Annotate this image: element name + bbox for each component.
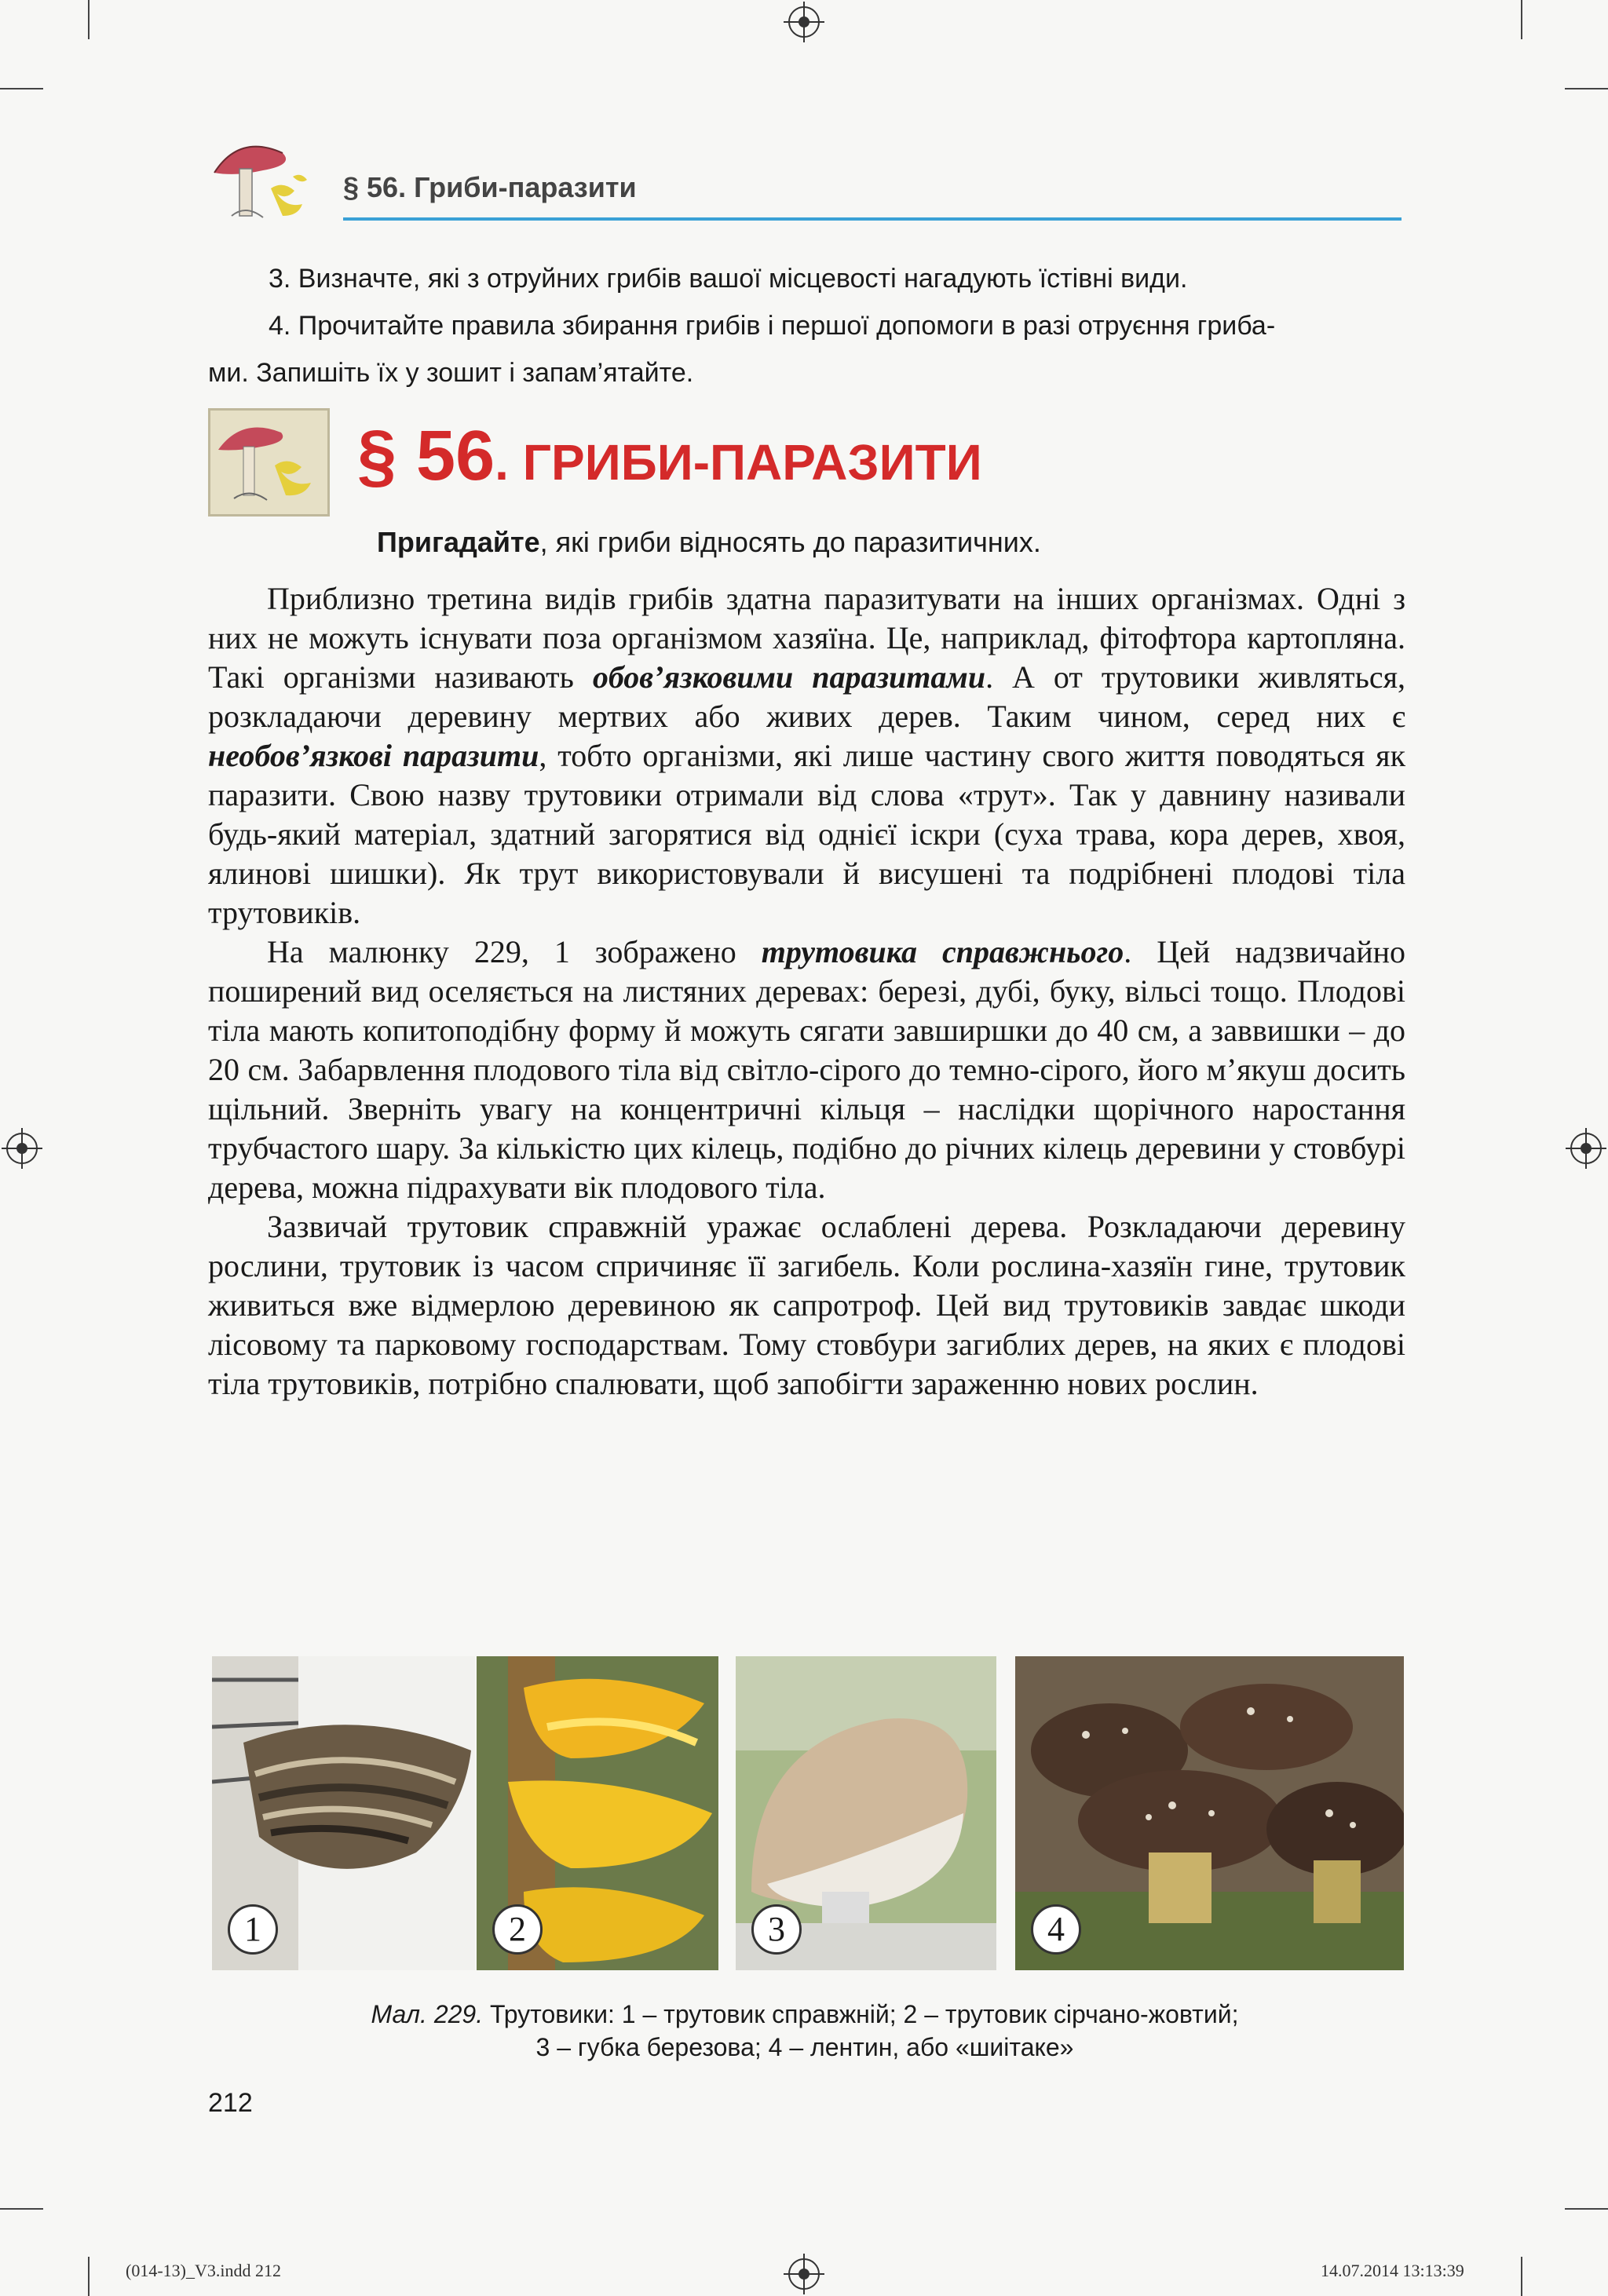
recall-rest: , які гриби відносять до паразитичних.	[539, 526, 1041, 558]
prior-task	[208, 255, 1402, 396]
task-4-continued: ми. Запишіть їх у зошит і запам’ятайте.	[208, 358, 694, 388]
slug-file: (014-13)_V3.indd 212	[126, 2261, 281, 2280]
task-4: 4. Прочитайте правила збирання грибів і першої допомоги в разі отруєння гриба-	[269, 311, 1276, 341]
text-run: Приблизно третина видів грибів здатна паразитувати на інших організмах. Одні з них не можуть існувати поза організмом хазяїна. Це, наприклад, фітофтора картопляна. Такі організми називають	[208, 581, 1405, 695]
running-head-rule	[343, 217, 1402, 221]
crop-mark	[0, 88, 43, 89]
crop-mark	[88, 0, 90, 39]
mushroom-icon	[208, 130, 326, 232]
term: трутовика справжнього	[761, 934, 1124, 969]
body-text	[208, 579, 1405, 1404]
crop-mark	[0, 2208, 43, 2210]
figure-label: 3	[751, 1904, 802, 1955]
mushroom-icon	[210, 411, 327, 514]
section-number: § 56	[357, 417, 495, 495]
paragraph: Зазвичай трутовик справжній уражає ослаблені дерева. Розкладаючи деревину рослини, трутовик із часом спричиняє її загибель. Коли рослина-хазяїн гине, трутовик живиться вже відмерлою деревиною як сапротроф. Цей вид трутовиків завдає шкоди лісовому та парковому господарствам. Тому стовбури загиблих дерев, на яких є плодові тіла трутовиків, потрібно спалювати, щоб запобігти зараженню нових рослин.	[208, 1209, 1405, 1401]
crop-mark	[1565, 2208, 1608, 2210]
caption-prefix: Мал. 229.	[371, 2000, 484, 2028]
text-run: . А от трутовики живляться, розкладаючи деревину мертвих або живих дерев. Таким чином, серед них є	[208, 659, 1405, 734]
section-title	[357, 416, 982, 497]
text-run: , тобто організми, які лише частину свого життя поводяться як паразити. Свою назву трутовики отримали від слова «трут». Так у давнину називали будь-який матеріал, здатний загорятися від однієї іскри (суха трава, кора дерев, хвоя, ялинові шишки). Як трут використовували й висушені та подрібнені плодові тіла трутовиків.	[208, 738, 1405, 930]
registration-mark	[788, 6, 820, 38]
figure-tinder-fungus	[212, 1656, 475, 1970]
figure-label: 2	[492, 1904, 543, 1955]
task-3: 3. Визначте, які з отруйних грибів вашої місцевості нагадують їстівні види.	[269, 264, 1188, 294]
caption-line-2: 3 – губка березова; 4 – лентин, або «шиітаке»	[535, 2033, 1074, 2061]
crop-mark	[1565, 88, 1608, 89]
section-icon	[208, 408, 330, 517]
figure-caption	[208, 1998, 1402, 2064]
figure-birch-polypore	[736, 1656, 996, 1970]
registration-mark	[788, 2258, 820, 2290]
text-run: . Цей надзвичайно поширений вид оселяється на листяних деревах: березі, дубі, буку, вільсі тощо. Плодові тіла мають копитоподібну форму й можуть сягати завширшки до 40 см, а заввишки – до 20 см. Забарвлення плодового тіла від світло-сірого до темно-сірого, його м’якуш досить щільний. Зверніть увагу на концентричні кільця – наслідки щорічного наростання трубчастого шару. За кількістю цих кілець, подібно до річних кілець деревини у стовбурі дерева, можна підрахувати вік плодового тіла.	[208, 934, 1406, 1205]
paragraph	[208, 933, 1405, 1207]
recall-prompt	[377, 526, 1041, 559]
paragraph	[208, 579, 1405, 933]
running-head-title: § 56. Гриби-паразити	[343, 171, 637, 203]
figure-label: 4	[1031, 1904, 1081, 1955]
page-number: 212	[208, 2088, 253, 2118]
figure-label: 1	[228, 1904, 278, 1955]
term: необов’язкові паразити	[208, 738, 539, 773]
figure-shiitake	[1015, 1656, 1404, 1970]
recall-bold: Пригадайте	[377, 526, 540, 558]
registration-mark	[6, 1133, 38, 1164]
crop-mark	[1521, 0, 1522, 39]
section-heading: . ГРИБИ-ПАРАЗИТИ	[495, 434, 982, 491]
registration-mark	[1570, 1133, 1602, 1164]
crop-mark	[88, 2257, 90, 2296]
figure-sulphur-shelf	[477, 1656, 718, 1970]
text-run: На малюнку 229, 1 зображено	[267, 934, 762, 969]
slug-timestamp: 14.07.2014 13:13:39	[1321, 2261, 1464, 2280]
caption-line-1: Трутовики: 1 – трутовик справжній; 2 – трутовик сірчано-жовтий;	[483, 2000, 1239, 2028]
term: обов’язковими паразитами	[592, 659, 986, 695]
crop-mark	[1521, 2257, 1522, 2296]
